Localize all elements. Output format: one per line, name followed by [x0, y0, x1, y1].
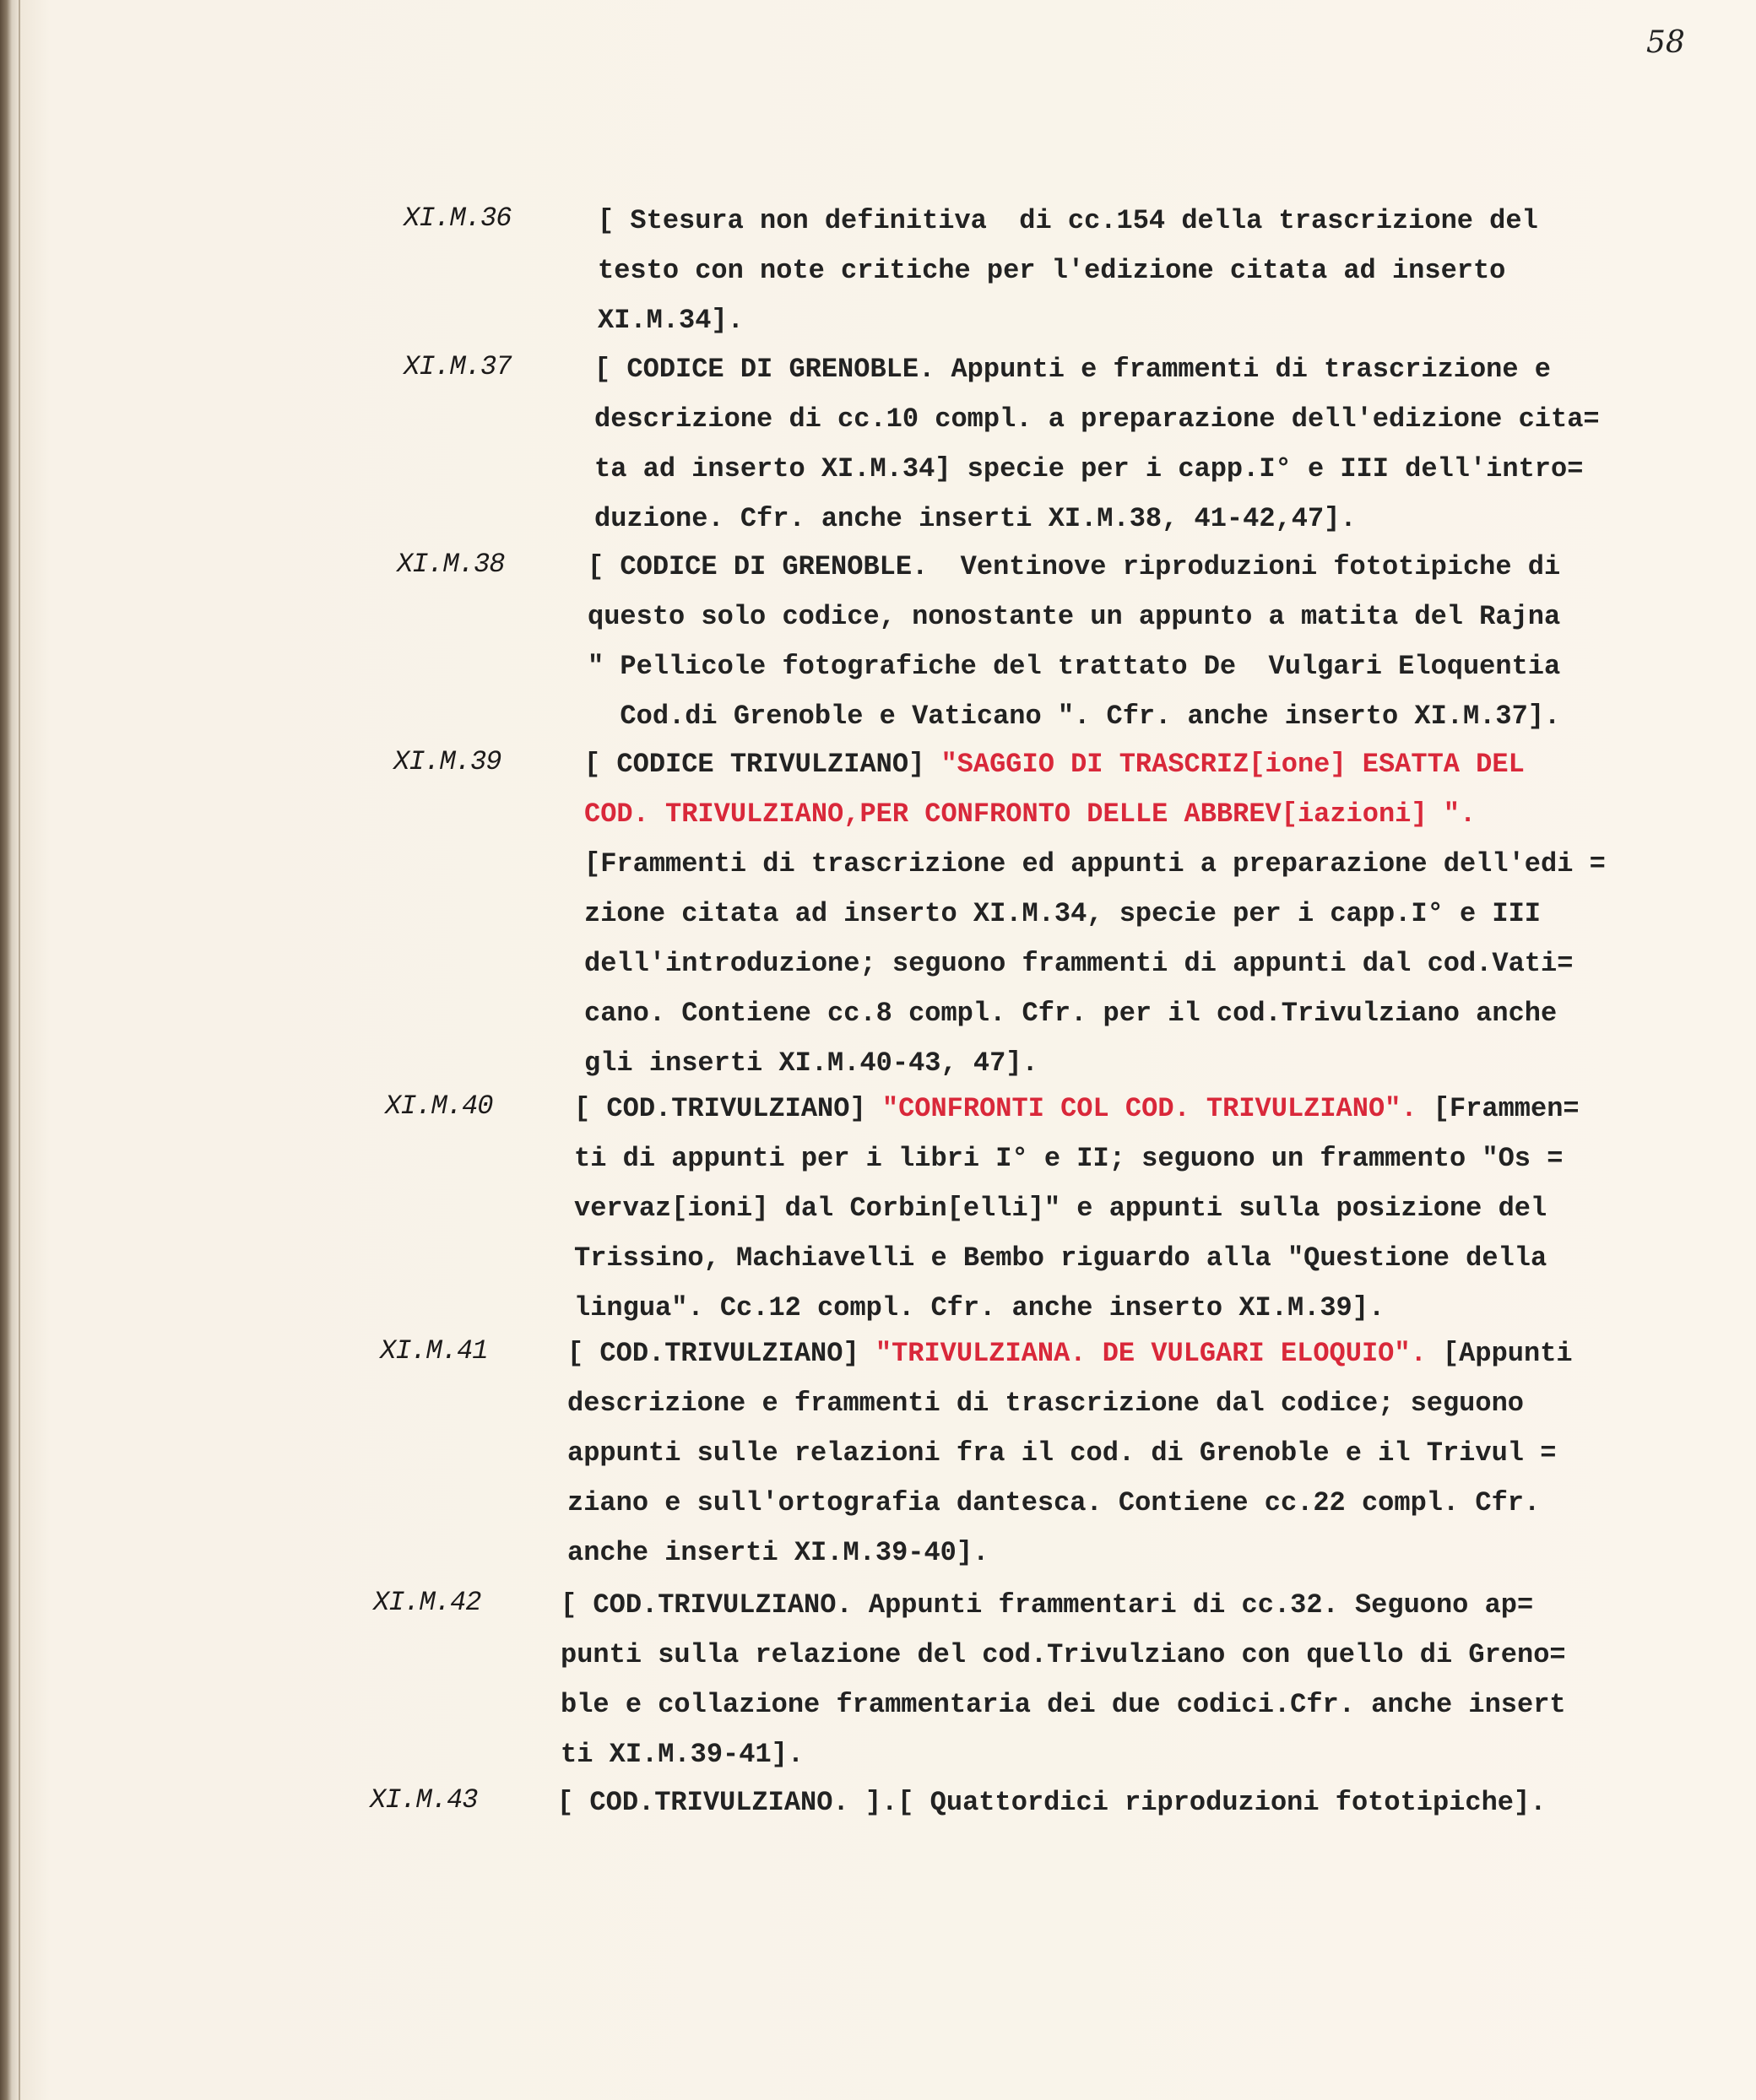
entry-description — [584, 739, 1606, 1088]
typed-text: ta ad inserto XI.M.34] specie per i capp.I° e III dell'intro= — [594, 453, 1584, 484]
description-line — [574, 1134, 1580, 1183]
description-line — [598, 196, 1538, 246]
description-line — [561, 1580, 1566, 1630]
typed-text: testo con note critiche per l'edizione citata ad inserto — [598, 255, 1506, 286]
typed-text: descrizione e frammenti di trascrizione dal codice; seguono — [567, 1388, 1524, 1419]
page-number: 58 — [1646, 25, 1685, 60]
typed-text: [Frammen= — [1417, 1093, 1580, 1124]
description-line — [567, 1528, 1573, 1578]
entry-shelfmark: XI.M.41 — [380, 1335, 488, 1367]
description-line — [567, 1378, 1573, 1428]
typed-text: XI.M.34]. — [598, 305, 744, 336]
typed-text: [ CODICE DI GRENOBLE. Appunti e frammenti di trascrizione e — [594, 354, 1551, 385]
typed-text: duzione. Cfr. anche inserti XI.M.38, 41-42,47]. — [594, 503, 1357, 534]
entry-shelfmark: XI.M.42 — [373, 1587, 481, 1618]
description-line — [574, 1233, 1580, 1283]
entry-description — [567, 1329, 1573, 1578]
description-line — [594, 494, 1600, 544]
description-line — [567, 1478, 1573, 1528]
typed-text: [ COD.TRIVULZIANO] — [567, 1338, 875, 1369]
typed-text: [ CODICE TRIVULZIANO] — [584, 749, 941, 780]
entry-description — [588, 542, 1560, 741]
typed-text: punti sulla relazione del cod.Trivulziano con quello di Greno= — [561, 1639, 1566, 1670]
description-line — [574, 1084, 1580, 1134]
description-line — [584, 889, 1606, 939]
description-line — [584, 839, 1606, 889]
description-line — [588, 542, 1560, 592]
description-line — [594, 344, 1600, 394]
description-line — [584, 988, 1606, 1038]
typed-text: [Appunti — [1426, 1338, 1573, 1369]
typed-text: anche inserti XI.M.39-40]. — [567, 1537, 989, 1568]
entry-shelfmark: XI.M.40 — [385, 1091, 493, 1122]
entry-shelfmark: XI.M.37 — [404, 351, 512, 382]
typed-text: questo solo codice, nonostante un appunto a matita del Rajna — [588, 601, 1561, 632]
description-line — [594, 444, 1600, 494]
entry-description — [594, 344, 1600, 544]
entry-description — [557, 1778, 1546, 1827]
typed-text: ti XI.M.39-41]. — [561, 1739, 805, 1770]
description-line — [584, 939, 1606, 988]
description-line — [588, 641, 1560, 691]
description-line — [567, 1428, 1573, 1478]
description-line — [557, 1778, 1546, 1827]
typed-text: " Pellicole fotografiche del trattato De Vulgari Eloquentia — [588, 651, 1561, 682]
entry-shelfmark: XI.M.38 — [397, 549, 505, 580]
description-line — [598, 295, 1538, 345]
typed-text: descrizione di cc.10 compl. a preparazione dell'edizione cita= — [594, 403, 1600, 435]
description-line — [561, 1729, 1566, 1779]
description-line — [588, 691, 1560, 741]
description-line — [584, 789, 1606, 839]
typed-text: lingua". Cc.12 compl. Cfr. anche inserto XI.M.39]. — [574, 1292, 1385, 1323]
typed-text: [ COD.TRIVULZIANO. Appunti frammentari di cc.32. Seguono ap= — [561, 1589, 1534, 1621]
entry-description — [574, 1084, 1580, 1333]
typed-text: [ COD.TRIVULZIANO. ].[ Quattordici riproduzioni fototipiche]. — [557, 1787, 1547, 1818]
typed-text: zione citata ad inserto XI.M.34, specie per i capp.I° e III — [584, 898, 1541, 929]
typed-text: Cod.di Grenoble e Vaticano ". Cfr. anche inserto XI.M.37]. — [588, 701, 1561, 732]
page-binding-edge — [19, 0, 20, 2100]
red-typed-title: "CONFRONTI COL COD. TRIVULZIANO". — [881, 1093, 1417, 1124]
typed-text: [Frammenti di trascrizione ed appunti a preparazione dell'edi = — [584, 848, 1606, 880]
entry-shelfmark: XI.M.43 — [370, 1784, 478, 1816]
typed-text: ziano e sull'ortografia dantesca. Contiene cc.22 compl. Cfr. — [567, 1487, 1541, 1518]
typed-text: appunti sulle relazioni fra il cod. di Grenoble e il Trivul = — [567, 1437, 1557, 1469]
red-typed-title: COD. TRIVULZIANO,PER CONFRONTO DELLE ABBREV[iazioni] ". — [584, 798, 1477, 830]
red-typed-title: "SAGGIO DI TRASCRIZ[ione] ESATTA DEL — [940, 749, 1525, 780]
typed-text: dell'introduzione; seguono frammenti di appunti dal cod.Vati= — [584, 948, 1574, 979]
typed-text: gli inserti XI.M.40-43, 47]. — [584, 1047, 1038, 1079]
entry-description — [561, 1580, 1566, 1779]
entry-description — [598, 196, 1538, 345]
description-line — [594, 394, 1600, 444]
description-line — [588, 592, 1560, 641]
typed-text: Trissino, Machiavelli e Bembo riguardo alla "Questione della — [574, 1242, 1547, 1274]
entry-shelfmark: XI.M.36 — [404, 203, 512, 234]
description-line — [574, 1283, 1580, 1333]
typed-text: [ Stesura non definitiva di cc.154 della trascrizione del — [598, 205, 1538, 236]
typed-text: [ CODICE DI GRENOBLE. Ventinove riproduzioni fototipiche di — [588, 551, 1561, 582]
description-line — [598, 246, 1538, 295]
description-line — [584, 739, 1606, 789]
description-line — [561, 1630, 1566, 1680]
description-line — [584, 1038, 1606, 1088]
typed-text: cano. Contiene cc.8 compl. Cfr. per il cod.Trivulziano anche — [584, 998, 1558, 1029]
typed-text: [ COD.TRIVULZIANO] — [574, 1093, 882, 1124]
typed-text: ti di appunti per i libri I° e II; seguono un frammento "Os = — [574, 1143, 1564, 1174]
typed-text: ble e collazione frammentaria dei due codici.Cfr. anche insert — [561, 1689, 1566, 1720]
description-line — [561, 1680, 1566, 1729]
typed-text: vervaz[ioni] dal Corbin[elli]" e appunti sulla posizione del — [574, 1193, 1547, 1224]
description-line — [574, 1183, 1580, 1233]
entry-shelfmark: XI.M.39 — [393, 746, 501, 777]
description-line — [567, 1329, 1573, 1378]
red-typed-title: "TRIVULZIANA. DE VULGARI ELOQUIO". — [875, 1338, 1427, 1369]
